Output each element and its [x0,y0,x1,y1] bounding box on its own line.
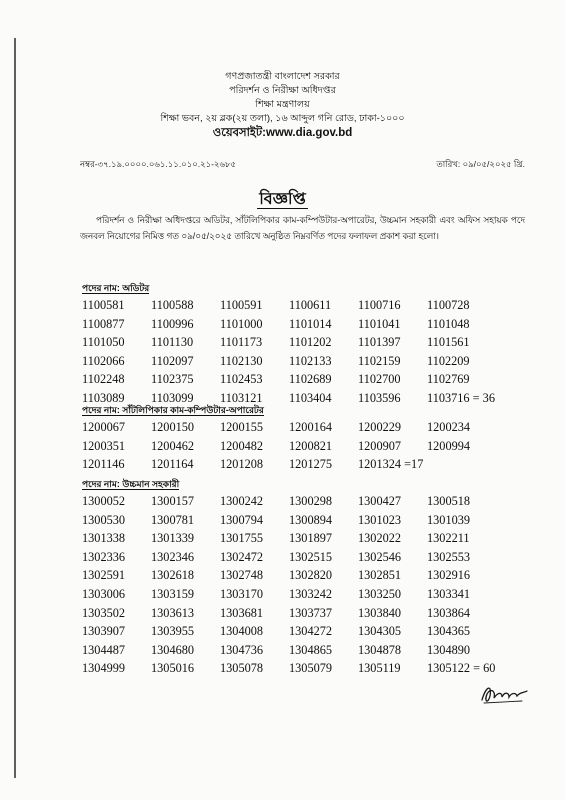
roll-number: 1102700 [358,372,401,387]
roll-number: 1303341 [427,586,471,601]
roll-number: 1200907 [358,438,402,453]
roll-number: 1200351 [82,438,126,453]
section-steno [82,404,525,474]
roll-number: 1200821 [289,438,333,453]
roll-number: 1200150 [151,420,195,434]
roll-number: 1300298 [289,494,333,508]
roll-number: 1101014 [289,316,332,331]
roll-number: 1201275 [289,457,333,472]
roll-number: 1200462 [151,438,195,453]
roll-number: 1302553 [427,549,471,564]
roll-number: 1302336 [82,549,126,564]
office-address: শিক্ষা ভবন, ২য় ব্লক(২য় তলা), ১৬ আব্দুল গনি রোড, ঢাকা-১০০০ [160,113,405,124]
roll-number: 1303613 [151,605,195,620]
roll-number: 1305078 [220,661,264,676]
roll-number: 1302748 [220,568,264,583]
roll-number: 1302591 [82,568,126,583]
roll-number: 1103121 [220,390,263,405]
roll-number: 1201164 [151,457,194,472]
roll-number: 1101173 [220,335,263,350]
roll-number: 1102453 [220,372,263,387]
roll-number: 1303250 [358,586,402,601]
roll-number: 1304999 [82,661,126,676]
roll-number: 1305016 [151,661,195,676]
roll-number: 1100581 [82,298,125,312]
roll-number: 1101130 [151,335,194,350]
roll-number: 1100716 [358,298,401,312]
roll-grid [82,296,525,408]
roll-number: 1302820 [289,568,333,583]
roll-number: 1303170 [220,586,264,601]
roll-number: 1102689 [289,372,332,387]
roll-number: 1102097 [151,353,194,368]
roll-number: 1304865 [289,642,333,657]
roll-number: 1102130 [220,353,263,368]
roll-number: 1103099 [151,390,194,405]
roll-number: 1101048 [427,316,470,331]
roll-number: 1102209 [427,353,470,368]
roll-grid [82,418,525,474]
roll-number: 1300794 [220,512,264,527]
roll-number: 1304878 [358,642,402,657]
roll-number: 1101561 [427,335,470,350]
roll-number: 1303840 [358,605,402,620]
roll-number: 1304890 [427,642,471,657]
roll-number: 1301023 [358,512,402,527]
roll-number: 1101041 [358,316,401,331]
roll-number: 1303907 [82,624,126,639]
roll-number: 1303864 [427,605,471,620]
roll-number: 1200994 [427,438,471,453]
roll-number: 1101202 [289,335,332,350]
section-title: পদের নাম: উচ্চমান সহকারী [82,479,180,489]
roll-number: 1303006 [82,586,126,601]
roll-number: 1302472 [220,549,264,564]
roll-number: 1103716 = 36 [427,390,495,405]
roll-number: 1302546 [358,549,402,564]
roll-number: 1300052 [82,494,126,508]
roll-number: 1303681 [220,605,264,620]
roll-number: 1302916 [427,568,471,583]
roll-number: 1302346 [151,549,195,564]
roll-number: 1301039 [427,512,471,527]
notice-body: পরিদর্শন ও নিরীক্ষা অধিদপ্তরে অডিটর, সাঁটলিপিকার কাম-কম্পিউটার-অপারেটর, উচ্চমান সহকারী এবং অফিস সহায়ক পদে জনবল নিয়োগের নিমিত্ত গত ০৯/০৫/২০২৫ তারিখে অনুষ্ঠিত নিম্নবর্ণিত পদের ফলাফল প্রকাশ করা হলো। [80,215,525,241]
ministry-name: শিক্ষা মন্ত্রণালয় [255,99,310,110]
scan-margin-line [14,38,16,778]
roll-number: 1200164 [289,420,333,434]
roll-number: 1301339 [151,531,195,546]
website: ওয়েবসাইট:www.dia.gov.bd [212,127,353,139]
section-upper-division-assistant [82,478,525,678]
notice-title [0,186,565,213]
roll-number: 1201146 [82,457,125,472]
roll-number: 1301338 [82,531,126,546]
roll-number: 1100728 [427,298,470,312]
roll-grid [82,492,525,678]
roll-number: 1305119 [358,661,401,676]
roll-number: 1301897 [289,531,333,546]
roll-number: 1200067 [82,420,126,434]
section-title: পদের নাম: সাঁটলিপিকার কাম-কম্পিউটার-অপারেটর [82,405,264,415]
roll-number: 1304272 [289,624,333,639]
roll-number: 1302851 [358,568,402,583]
roll-number: 1102159 [358,353,401,368]
roll-number: 1303159 [151,586,195,601]
roll-number: 1304487 [82,642,126,657]
roll-number: 1302515 [289,549,333,564]
roll-number: 1304008 [220,624,264,639]
letterhead [0,70,565,141]
roll-number: 1101397 [358,335,401,350]
roll-number: 1300518 [427,494,471,508]
roll-number: 1304305 [358,624,402,639]
roll-number: 1305122 = 60 [427,661,496,676]
roll-number: 1102769 [427,372,470,387]
notice-title-text: বিজ্ঞপ্তি [259,191,306,208]
roll-number: 1201208 [220,457,264,472]
roll-number: 1303502 [82,605,126,620]
roll-number: 1303955 [151,624,195,639]
roll-number: 1102248 [82,372,125,387]
roll-number: 1302618 [151,568,195,583]
roll-number: 1102375 [151,372,194,387]
memo-number: নম্বর-৩৭.১৯.০০০০.০৬১.১১.০১০.২১-২৬৮৫ [80,159,237,169]
roll-number: 1100591 [220,298,263,312]
issue-date: তারিখ: ০৯/০৫/২০২৫ খ্রি. [436,159,525,169]
roll-number: 1303242 [289,586,333,601]
govt-name: গণপ্রজাতন্ত্রী বাংলাদেশ সরকার [225,71,340,82]
roll-number: 1200155 [220,420,264,434]
roll-number: 1101000 [220,316,263,331]
section-title: পদের নাম: অডিটর [82,283,150,293]
roll-number: 1100588 [151,298,194,312]
roll-number: 1102133 [289,353,332,368]
roll-number: 1103404 [289,390,332,405]
roll-number: 1303737 [289,605,333,620]
section-auditor [82,282,525,408]
roll-number: 1200229 [358,420,402,434]
roll-number: 1300781 [151,512,195,527]
department-name: পরিদর্শন ও নিরীক্ষা অধিদপ্তর [229,85,336,96]
roll-number: 1304736 [220,642,264,657]
roll-number: 1100996 [151,316,194,331]
roll-number: 1304365 [427,624,471,639]
roll-number: 1302211 [427,531,470,546]
roll-number: 1300530 [82,512,126,527]
roll-number: 1103089 [82,390,125,405]
roll-number: 1302022 [358,531,402,546]
roll-number: 1300427 [358,494,402,508]
roll-number: 1200234 [427,420,471,434]
roll-number: 1300894 [289,512,333,527]
roll-number: 1300242 [220,494,264,508]
roll-number: 1304680 [151,642,195,657]
roll-number: 1200482 [220,438,264,453]
roll-number: 1102066 [82,353,125,368]
roll-number: 1100611 [289,298,332,312]
roll-number: 1100877 [82,316,125,331]
roll-number: 1201324 =17 [358,457,424,472]
roll-number: 1300157 [151,494,195,508]
roll-number: 1101050 [82,335,125,350]
roll-number: 1103596 [358,390,401,405]
roll-number: 1301755 [220,531,264,546]
roll-number: 1305079 [289,661,333,676]
signature-icon [478,682,530,706]
